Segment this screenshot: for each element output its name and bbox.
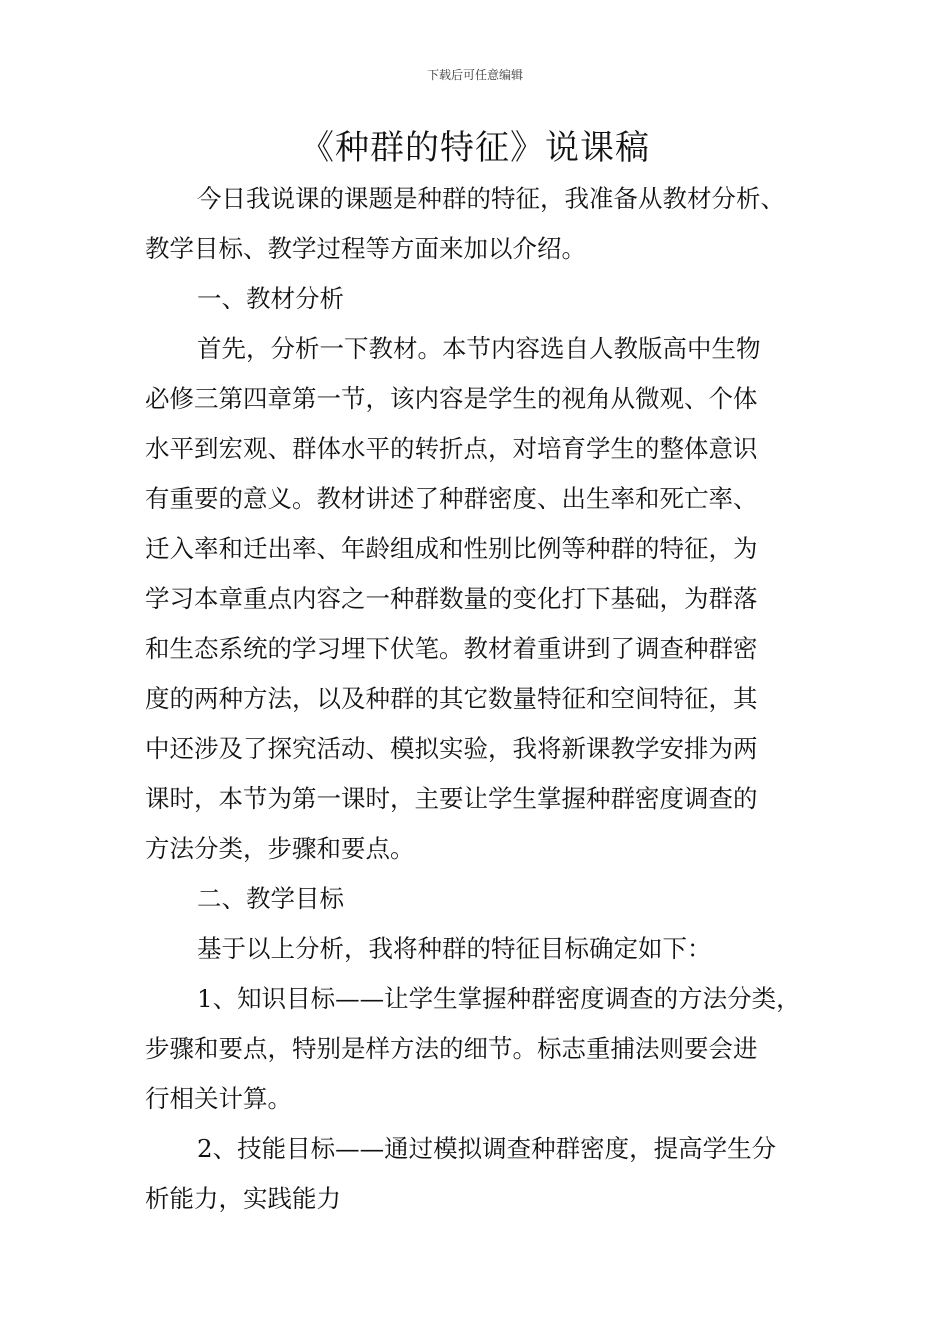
section-heading: 一、教材分析 [197, 284, 344, 313]
paragraph-line: 中还涉及了探究活动、模拟实验，我将新课教学安排为两 [145, 734, 758, 763]
paragraph-line: 水平到宏观、群体水平的转折点，对培育学生的整体意识 [145, 434, 758, 463]
paragraph-line: 课时，本节为第一课时，主要让学生掌握种群密度调查的 [145, 784, 758, 813]
paragraph-line: 方法分类，步骤和要点。 [145, 834, 415, 863]
paragraph-line: 必修三第四章第一节，该内容是学生的视角从微观、个体 [145, 384, 758, 413]
paragraph-line: 1、知识目标——让学生掌握种群密度调查的方法分类， [197, 984, 801, 1013]
paragraph-line: 和生态系统的学习埋下伏笔。教材着重讲到了调查种群密 [145, 634, 758, 663]
paragraph-line: 有重要的意义。教材讲述了种群密度、出生率和死亡率、 [145, 484, 758, 513]
paragraph-line: 首先，分析一下教材。本节内容选自人教版高中生物 [197, 334, 761, 363]
paragraph-line: 今日我说课的课题是种群的特征，我准备从教材分析、 [197, 184, 785, 213]
paragraph-line: 析能力，实践能力 [145, 1184, 341, 1213]
paragraph-line: 教学目标、教学过程等方面来加以介绍。 [145, 234, 586, 263]
document-title: 《种群的特征》说课稿 [300, 128, 650, 168]
paragraph-line: 学习本章重点内容之一种群数量的变化打下基础，为群落 [145, 584, 758, 613]
paragraph-line: 迁入率和迁出率、年龄组成和性别比例等种群的特征，为 [145, 534, 758, 563]
paragraph-line: 基于以上分析，我将种群的特征目标确定如下： [197, 934, 712, 963]
section-heading: 二、教学目标 [197, 884, 344, 913]
page-header: 下载后可任意编辑 [426, 68, 523, 82]
paragraph-line: 行相关计算。 [145, 1084, 292, 1113]
paragraph-line: 2、技能目标——通过模拟调查种群密度，提高学生分 [197, 1134, 777, 1163]
paragraph-line: 步骤和要点，特别是样方法的细节。标志重捕法则要会进 [145, 1034, 758, 1063]
paragraph-line: 度的两种方法，以及种群的其它数量特征和空间特征，其 [145, 684, 758, 713]
